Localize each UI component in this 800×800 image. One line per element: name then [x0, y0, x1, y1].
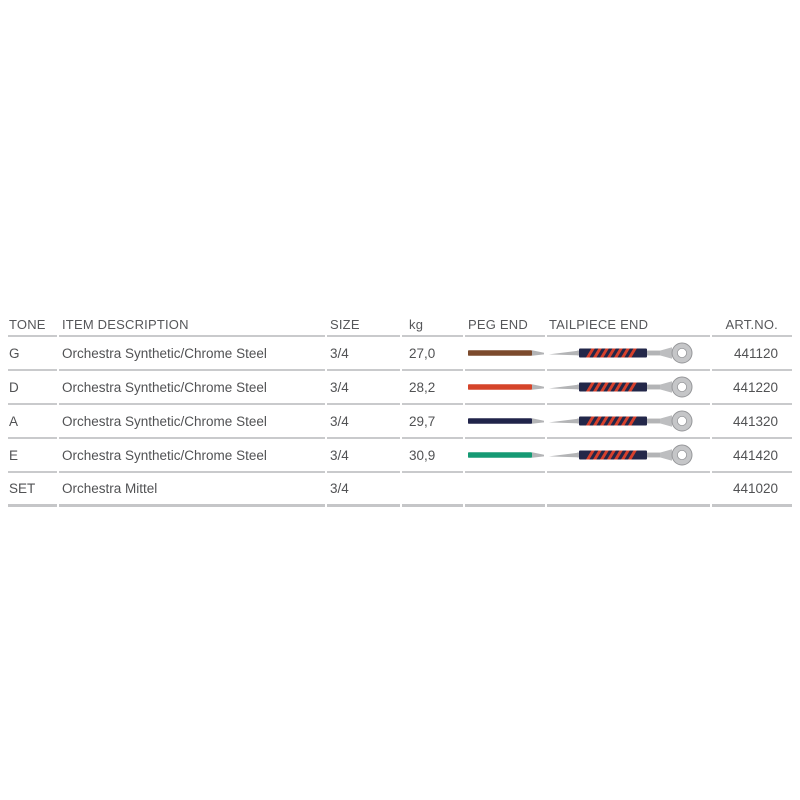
- kg-cell: 27,0: [402, 337, 463, 371]
- string-spec-table: [8, 313, 792, 507]
- tailpiece-end-string-icon: [549, 375, 697, 399]
- tone-cell: E: [8, 439, 57, 473]
- size-cell: 3/4: [327, 337, 400, 371]
- size-cell: 3/4: [327, 473, 400, 507]
- tailpiece-end-cell: [547, 371, 710, 405]
- table-row: [8, 371, 792, 405]
- size-cell: 3/4: [327, 405, 400, 439]
- table-row: [8, 405, 792, 439]
- table-header-row: [8, 313, 792, 337]
- peg-end-string-icon: [468, 347, 544, 359]
- tone-cell: A: [8, 405, 57, 439]
- header-art-no: ART.NO.: [712, 313, 792, 337]
- header-kg: kg: [402, 313, 463, 337]
- art-no-cell: 441220: [712, 371, 792, 405]
- peg-end-string-icon: [468, 415, 544, 427]
- kg-cell: [402, 473, 463, 507]
- tailpiece-end-string-icon: [549, 443, 697, 467]
- tailpiece-end-cell: [547, 405, 710, 439]
- peg-end-cell: [465, 337, 545, 371]
- tailpiece-end-cell: [547, 337, 710, 371]
- tone-cell: SET: [8, 473, 57, 507]
- art-no-cell: 441020: [712, 473, 792, 507]
- peg-end-cell: [465, 405, 545, 439]
- table-row: [8, 473, 792, 507]
- art-no-cell: 441320: [712, 405, 792, 439]
- tailpiece-end-cell: [547, 473, 710, 507]
- tone-cell: D: [8, 371, 57, 405]
- size-cell: 3/4: [327, 439, 400, 473]
- description-cell: Orchestra Synthetic/Chrome Steel: [59, 405, 325, 439]
- table-row: [8, 439, 792, 473]
- art-no-cell: 441120: [712, 337, 792, 371]
- art-no-cell: 441420: [712, 439, 792, 473]
- size-cell: 3/4: [327, 371, 400, 405]
- kg-cell: 28,2: [402, 371, 463, 405]
- peg-end-cell: [465, 439, 545, 473]
- header-size: SIZE: [327, 313, 400, 337]
- peg-end-string-icon: [468, 381, 544, 393]
- table-row: [8, 337, 792, 371]
- header-tailpiece-end: TAILPIECE END: [547, 313, 710, 337]
- peg-end-cell: [465, 371, 545, 405]
- header-item-description: ITEM DESCRIPTION: [59, 313, 325, 337]
- tailpiece-end-string-icon: [549, 341, 697, 365]
- header-tone: TONE: [8, 313, 57, 337]
- description-cell: Orchestra Synthetic/Chrome Steel: [59, 371, 325, 405]
- header-peg-end: PEG END: [465, 313, 545, 337]
- description-cell: Orchestra Mittel: [59, 473, 325, 507]
- description-cell: Orchestra Synthetic/Chrome Steel: [59, 337, 325, 371]
- kg-cell: 29,7: [402, 405, 463, 439]
- tailpiece-end-string-icon: [549, 409, 697, 433]
- tailpiece-end-cell: [547, 439, 710, 473]
- peg-end-cell: [465, 473, 545, 507]
- tone-cell: G: [8, 337, 57, 371]
- description-cell: Orchestra Synthetic/Chrome Steel: [59, 439, 325, 473]
- kg-cell: 30,9: [402, 439, 463, 473]
- peg-end-string-icon: [468, 449, 544, 461]
